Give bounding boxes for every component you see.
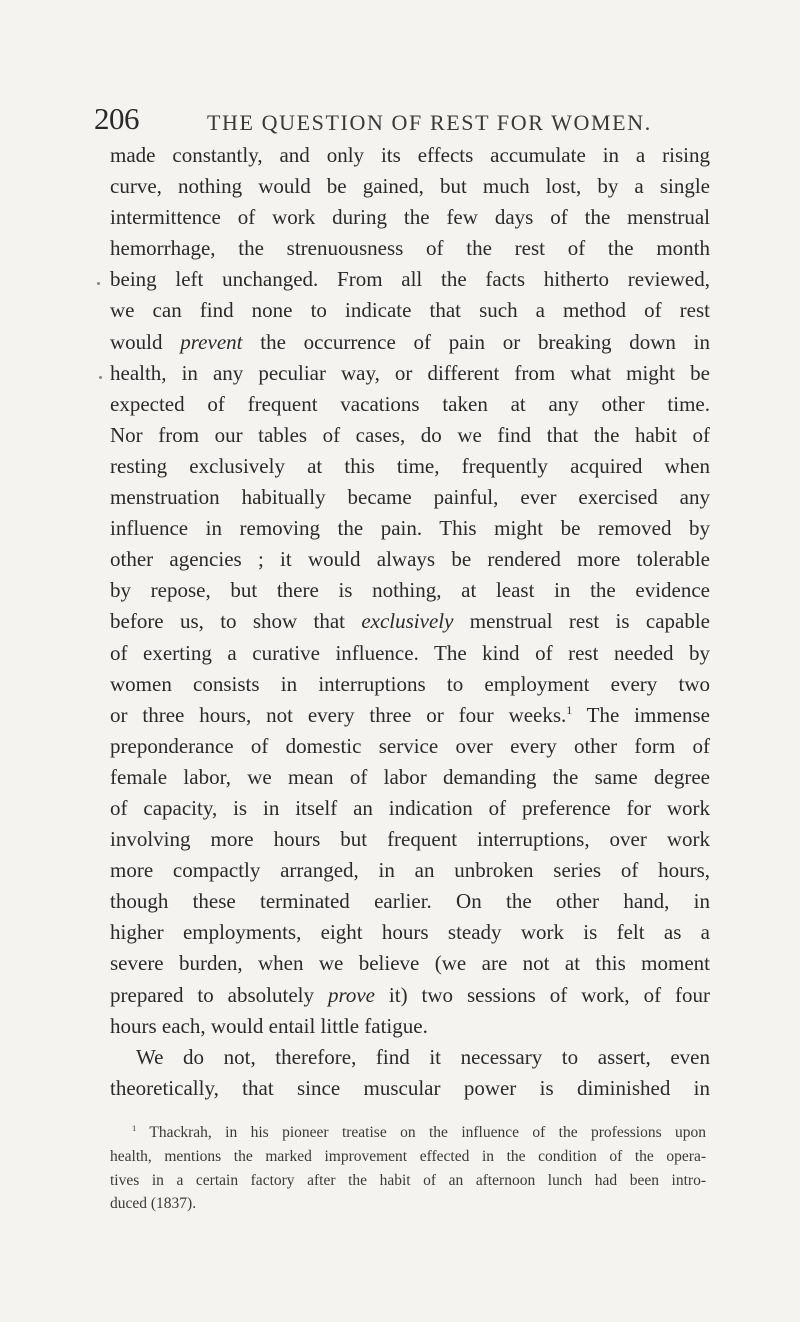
footnote-reference[interactable]: 1 <box>566 704 573 717</box>
footnote-line: duced (1837). <box>110 1195 197 1213</box>
text-line: expected of frequent vacations taken at any other time. <box>110 391 710 416</box>
margin-speck <box>99 376 102 379</box>
text-line: being left unchanged. From all the facts hitherto reviewed, <box>110 267 710 292</box>
text-line: severe burden, when we believe (we are not at this moment <box>110 951 710 976</box>
text-line: though these terminated earlier. On the other hand, in <box>110 889 710 914</box>
text-segment: menstrual rest is capable <box>453 609 710 634</box>
footnote <box>110 1121 706 1216</box>
footnote-text: Thackrah, in his pioneer treatise on the influence of the professions upon <box>136 1124 706 1141</box>
text-line: hours each, would entail little fatigue. <box>110 1013 428 1038</box>
text-line: higher employments, eight hours steady work is felt as a <box>110 920 710 945</box>
text-line <box>110 700 710 731</box>
margin-speck <box>97 282 100 285</box>
text-line: female labor, we mean of labor demanding the same degree <box>110 764 710 789</box>
footnote-line <box>110 1121 706 1145</box>
text-line: we can find none to indicate that such a method of rest <box>110 298 710 323</box>
text-line: hemorrhage, the strenuousness of the rest of the month <box>110 236 710 261</box>
text-segment: the occurrence of pain or breaking down in <box>242 329 711 354</box>
running-title: THE QUESTION OF REST FOR WOMEN. <box>207 110 652 135</box>
text-segment: would <box>110 329 181 354</box>
italic-emphasis: exclusively <box>361 609 454 634</box>
text-line <box>110 606 710 637</box>
italic-emphasis: prevent <box>180 329 243 354</box>
paragraph-start-line: We do not, therefore, find it necessary to assert, even <box>136 1044 710 1069</box>
page-number: 206 <box>94 101 139 136</box>
text-line <box>110 327 710 358</box>
body-text <box>110 140 710 1104</box>
text-line: preponderance of domestic service over every other form of <box>110 733 710 758</box>
text-line <box>110 980 710 1011</box>
italic-emphasis: prove <box>327 982 375 1007</box>
text-line: by repose, but there is nothing, at least in the evidence <box>110 578 710 603</box>
text-segment: The immense <box>572 702 710 727</box>
text-segment: or three hours, not every three or four weeks. <box>110 702 567 727</box>
text-line: influence in removing the pain. This might be removed by <box>110 516 710 541</box>
footnote-line: health, mentions the marked improvement effected in the condition of the opera- <box>110 1147 706 1165</box>
text-line: other agencies ; it would always be rendered more tolerable <box>110 547 710 572</box>
text-line: involving more hours but frequent interruptions, over work <box>110 827 710 852</box>
text-line: of capacity, is in itself an indication of preference for work <box>110 795 710 820</box>
text-line: more compactly arranged, in an unbroken series of hours, <box>110 858 710 883</box>
text-line: Nor from our tables of cases, do we find that the habit of <box>110 422 710 447</box>
text-line: made constantly, and only its effects accumulate in a rising <box>110 143 710 167</box>
footnote-line: tives in a certain factory after the habit of an afternoon lunch had been intro- <box>110 1171 706 1189</box>
text-segment: it) two sessions of work, of four <box>374 982 710 1007</box>
text-line: intermittence of work during the few days of the menstrual <box>110 205 710 230</box>
text-line: women consists in interruptions to employment every two <box>110 671 710 696</box>
text-line: theoretically, that since muscular power is diminished in <box>110 1075 710 1100</box>
text-segment: prepared to absolutely <box>110 982 328 1007</box>
text-line: resting exclusively at this time, frequently acquired when <box>110 453 710 478</box>
text-line: of exerting a curative influence. The kind of rest needed by <box>110 640 710 665</box>
text-line: health, in any peculiar way, or different from what might be <box>110 360 710 385</box>
text-line: curve, nothing would be gained, but much lost, by a single <box>110 174 710 199</box>
text-line: menstruation habitually became painful, ever exercised any <box>110 485 710 510</box>
footnote-marker: 1 <box>132 1122 137 1133</box>
text-segment: before us, to show that <box>110 609 362 634</box>
